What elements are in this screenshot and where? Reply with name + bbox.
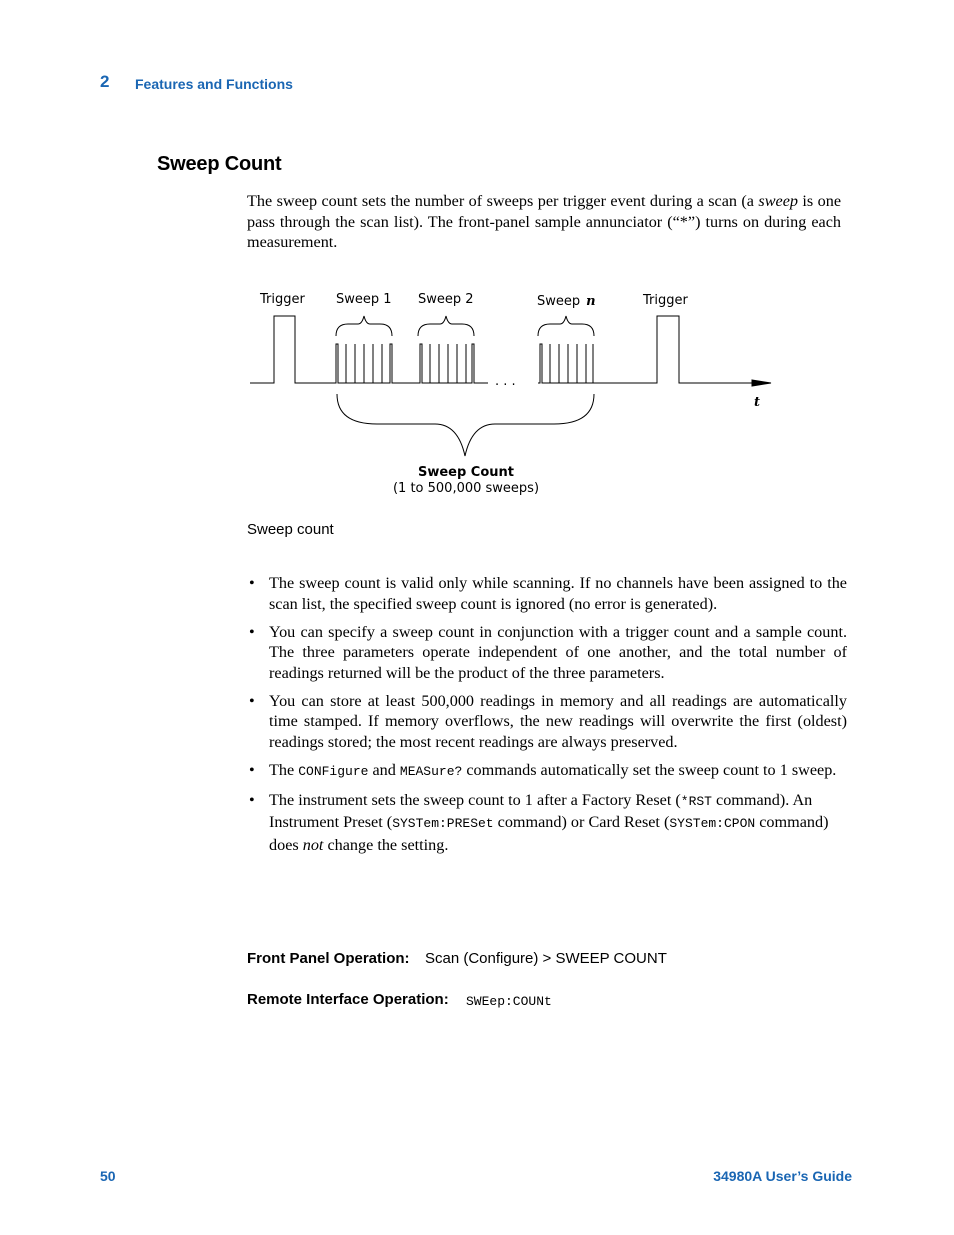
bullet-text: change the setting. [323,835,449,854]
sweep1-pulses [346,344,382,383]
list-item [247,622,847,684]
section-title: Sweep Count [157,153,282,175]
guide-title: 34980A User’s Guide [713,1168,852,1184]
intro-text-2: is one pass through the scan list). The front-panel sample annunciator (“*”) turns on during each measurement. [247,192,842,251]
bullet-text: command) does [269,813,829,854]
sweep2-brace [418,316,474,336]
front-panel-value: Scan (Configure) > SWEEP COUNT [425,950,667,967]
bullet-icon: • [249,574,255,592]
sweep-count-title: Sweep Count [417,465,515,480]
bullet-list [247,573,847,863]
sweep2-label: Sweep 2 [418,292,474,307]
chapter-title: Features and Functions [135,76,293,92]
list-item [247,790,847,856]
bullet-text: command) or Card Reset ( [493,813,670,831]
bullet-text: The [269,760,299,779]
figure-caption: Sweep count [247,521,334,538]
bullet-emphasis: not [302,835,324,854]
list-item [247,573,847,614]
list-item [247,691,847,753]
list-item [247,760,847,783]
sweep-count-brace [337,394,594,456]
sweep-count-range: (1 to 500,000 sweeps) [392,481,540,496]
remote-interface-label: Remote Interface Operation: [247,991,449,1008]
time-axis-arrowhead [752,380,771,386]
intro-emphasis: sweep [758,192,798,210]
intro-text-1: The sweep count sets the number of sweeps per trigger event during a scan (a [247,192,759,210]
bullet-text: command). An Instrument Preset ( [269,790,813,831]
code-configure: CONFigure [298,763,369,779]
page-number: 50 [100,1168,116,1184]
sweep1-brace [336,316,392,336]
bullet-icon: • [249,760,255,779]
bullet-icon: • [249,790,255,809]
intro-paragraph [247,191,841,253]
trigger-left-label: Trigger [260,292,305,307]
code-rst: *RST [680,793,712,809]
bullet-text: The instrument sets the sweep count to 1 after a Factory Reset ( [269,790,681,809]
waveform-line [250,316,488,383]
sweepn-brace [538,316,594,336]
bullet-text: and [368,760,400,779]
ellipsis-label: . . . [495,374,516,389]
waveform-line-right [538,316,720,383]
sweep1-label: Sweep 1 [336,292,392,307]
sweepn-pulses [550,344,593,383]
remote-interface-value: SWEep:COUNt [466,994,552,1009]
sweep2-pulses [430,344,466,383]
code-cpon: SYSTem:CPON [669,816,756,831]
chapter-number: 2 [100,72,110,91]
bullet-text: commands automatically set the sweep count to 1 sweep. [462,760,837,779]
bullet-icon: • [249,691,255,710]
sweepn-label-var: n [586,294,596,309]
bullet-icon: • [249,622,255,641]
time-label: t [754,395,761,410]
code-preset: SYSTem:PRESet [392,816,494,831]
code-measure: MEASure? [399,763,463,779]
trigger-right-label: Trigger [643,293,688,308]
sweep-count-diagram [240,282,800,504]
bullet-text: You can store at least 500,000 readings in memory and all readings are automatically time stamped. If memory overflows, the new readings will overwrite the first (oldest) readings stored; the most recent readings are always preserved. [269,691,847,751]
sweepn-label-text: Sweep [537,294,581,309]
bullet-text: The sweep count is valid only while scanning. If no channels have been assigned to the scan list, the specified sweep count is ignored (no error is generated). [269,574,847,613]
bullet-text: You can specify a sweep count in conjunction with a trigger count and a sample count. The three parameters operate independent of one another, and the total number of readings returned will be the product of the three parameters. [269,622,847,682]
front-panel-label: Front Panel Operation: [247,950,410,967]
sweepn-label [537,294,596,309]
